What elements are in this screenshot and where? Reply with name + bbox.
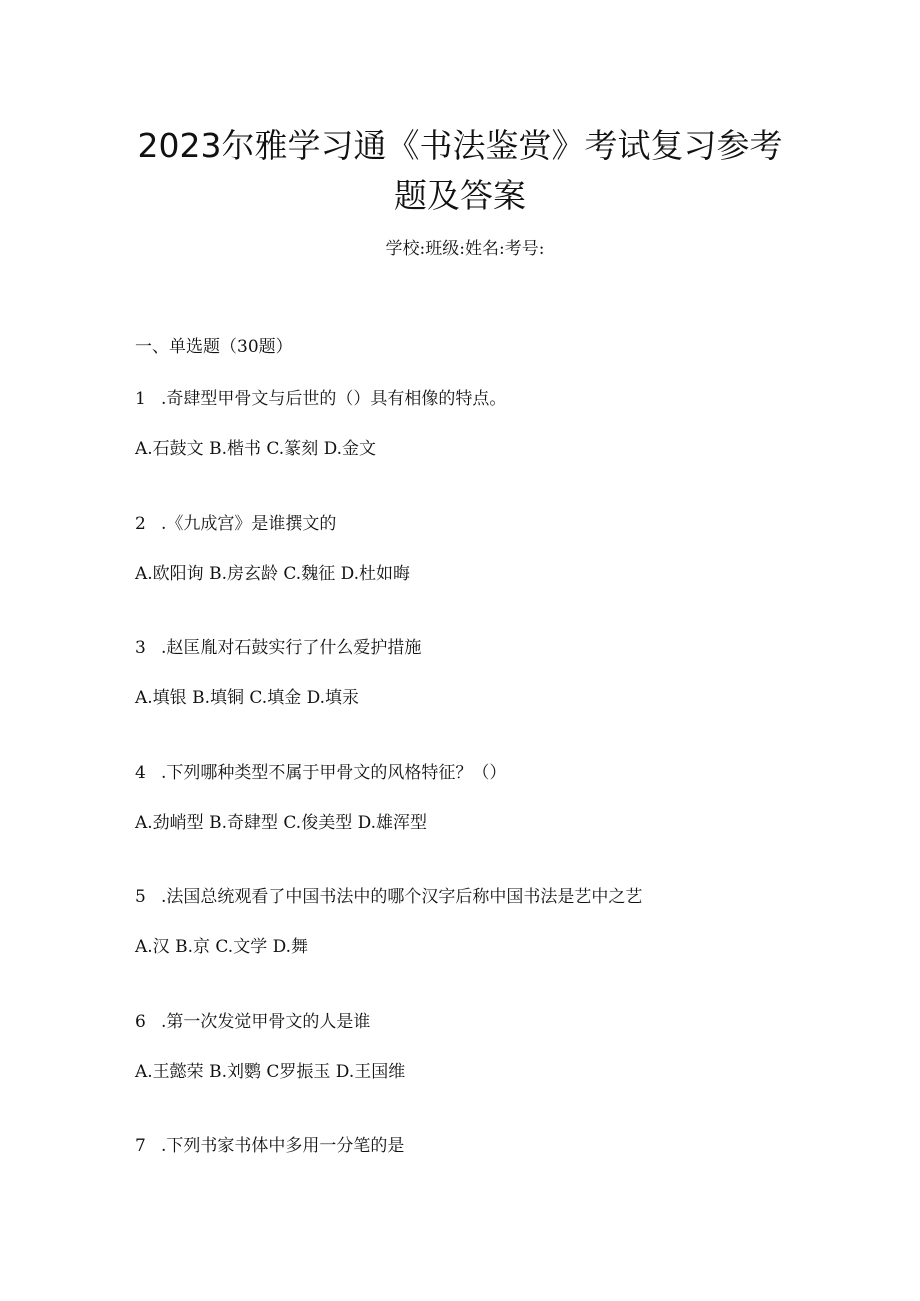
question-5-options: A.汉 B.京 C.文学 D.舞 <box>135 937 309 957</box>
question-5 <box>135 885 642 909</box>
question-6 <box>135 1010 370 1034</box>
question-2 <box>135 512 336 536</box>
student-info-line: 学校:班级:姓名:考号: <box>385 239 545 259</box>
question-text: .奇肆型甲骨文与后世的（）具有相像的特点。 <box>161 389 507 409</box>
question-text: .下列哪种类型不属于甲骨文的风格特征？（） <box>161 763 507 783</box>
document-title-line-1: 2023尔雅学习通《书法鉴赏》考试复习参考 <box>137 126 783 165</box>
question-number: 6 <box>135 1012 146 1032</box>
question-3 <box>135 636 421 660</box>
question-1-options: A.石鼓文 B.楷书 C.篆刻 D.金文 <box>135 439 377 459</box>
question-3-options: A.填银 B.填铜 C.填金 D.填汞 <box>135 688 360 708</box>
section-heading: 一、单选题（30题） <box>135 337 293 357</box>
question-text: .法国总统观看了中国书法中的哪个汉字后称中国书法是艺中之艺 <box>161 887 643 907</box>
question-text: .第一次发觉甲骨文的人是谁 <box>161 1012 371 1032</box>
question-text: .下列书家书体中多用一分笔的是 <box>161 1136 405 1156</box>
question-number: 3 <box>135 638 146 658</box>
question-7 <box>135 1134 404 1158</box>
question-number: 7 <box>135 1136 146 1156</box>
question-4-options: A.劲峭型 B.奇肆型 C.俊美型 D.雄浑型 <box>135 813 428 833</box>
question-number: 1 <box>135 389 146 409</box>
question-6-options: A.王懿荣 B.刘鹦 C罗振玉 D.王国维 <box>135 1062 406 1082</box>
question-4 <box>135 761 506 785</box>
question-text: .《九成宫》是谁撰文的 <box>161 514 337 534</box>
document-title-line-2: 题及答案 <box>394 176 526 215</box>
question-number: 2 <box>135 514 146 534</box>
question-number: 5 <box>135 887 146 907</box>
question-1 <box>135 387 506 411</box>
question-2-options: A.欧阳询 B.房玄龄 C.魏征 D.杜如晦 <box>135 564 411 584</box>
question-text: .赵匡胤对石鼓实行了什么爱护措施 <box>161 638 422 658</box>
question-number: 4 <box>135 763 146 783</box>
